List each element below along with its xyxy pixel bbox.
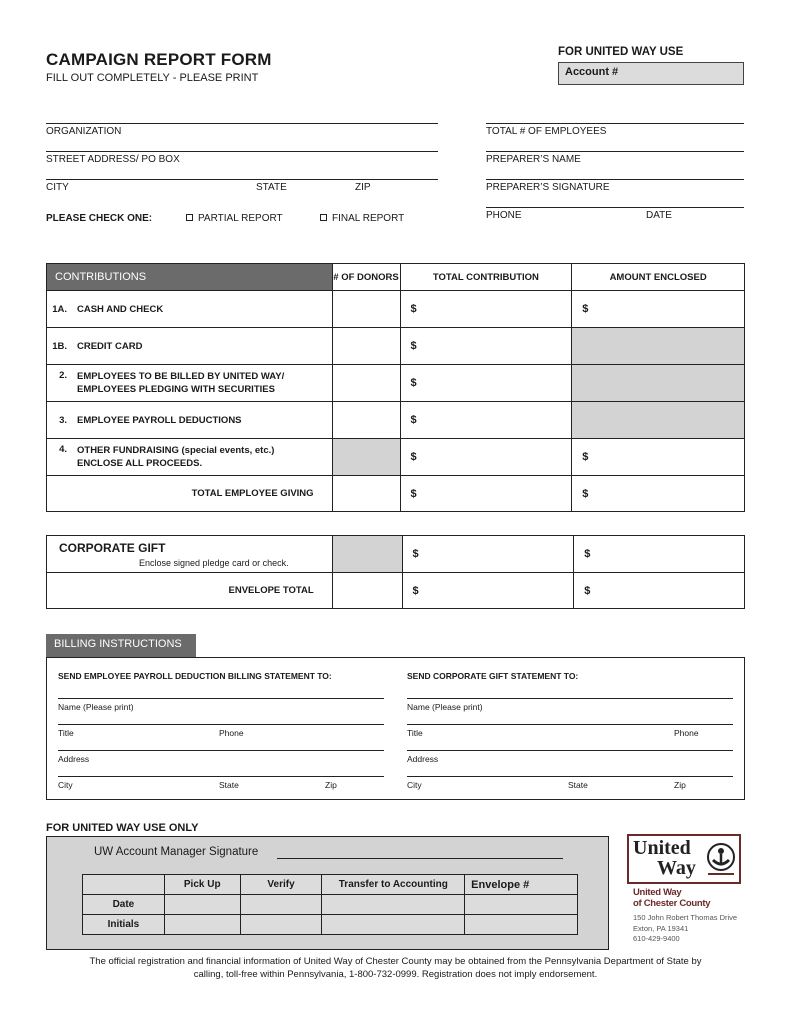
pick-up-date-cell[interactable] <box>164 895 240 915</box>
row-label: CASH AND CHECK <box>77 303 164 315</box>
logo-word-way: Way <box>657 857 696 879</box>
city-field[interactable]: CITY <box>46 182 69 193</box>
final-report-label: FINAL REPORT <box>332 213 405 224</box>
total-employee-giving-label: TOTAL EMPLOYEE GIVING <box>47 476 333 512</box>
logo-org-line2: of Chester County <box>633 898 711 909</box>
organization-line <box>46 123 438 124</box>
table-row <box>47 476 745 512</box>
form-title: CAMPAIGN REPORT FORM <box>46 50 272 69</box>
uw-only-heading: FOR UNITED WAY USE ONLY <box>46 822 199 834</box>
row-label: EMPLOYEE PAYROLL DEDUCTIONS <box>77 414 242 426</box>
street-line <box>46 151 438 152</box>
total-cell[interactable]: $ <box>400 291 572 328</box>
donors-cell-shaded <box>332 536 402 573</box>
enclosed-cell[interactable]: $ <box>572 439 745 476</box>
enclosed-cell-shaded <box>572 328 745 365</box>
helping-hand-icon <box>705 842 737 878</box>
envelope-total-label: ENVELOPE TOTAL <box>47 573 333 609</box>
table-row <box>47 536 745 573</box>
checkbox-icon <box>320 214 327 221</box>
corporate-state-field[interactable]: State <box>568 780 588 790</box>
col-transfer: Transfer to Accounting <box>322 875 465 895</box>
billing-phone-field[interactable]: Phone <box>219 728 244 738</box>
final-report-checkbox[interactable] <box>320 213 404 224</box>
enclosed-cell[interactable]: $ <box>574 536 745 573</box>
corporate-gift-table <box>46 535 745 609</box>
corporate-gift-note: Enclose signed pledge card or check. <box>139 557 289 568</box>
check-one-label: PLEASE CHECK ONE: <box>46 213 153 224</box>
united-way-logo <box>627 834 741 884</box>
state-field[interactable]: STATE <box>256 182 287 193</box>
billing-city-field[interactable]: City <box>58 780 73 790</box>
corporate-title-field[interactable]: Title <box>407 728 423 738</box>
employees-line <box>486 123 744 124</box>
row-date-label: Date <box>83 895 165 915</box>
corporate-zip-field[interactable]: Zip <box>674 780 686 790</box>
enclosed-cell-shaded <box>572 365 745 402</box>
enclosed-cell[interactable]: $ <box>572 291 745 328</box>
account-number-label: Account # <box>565 66 619 78</box>
billing-left-heading: SEND EMPLOYEE PAYROLL DEDUCTION BILLING STATEMENT TO: <box>58 671 332 681</box>
total-employees-field[interactable]: TOTAL # OF EMPLOYEES <box>486 126 607 137</box>
col-donors: # OF DONORS <box>332 264 400 291</box>
contributions-table <box>46 263 745 512</box>
footer-disclaimer <box>40 955 751 981</box>
uw-signature-label: UW Account Manager Signature <box>94 846 259 858</box>
table-header-row <box>83 875 578 895</box>
table-header-row <box>47 264 745 291</box>
total-cell[interactable]: $ <box>402 573 574 609</box>
logo-org-name <box>633 887 710 909</box>
row-number: 1B. <box>52 340 67 352</box>
row-number: 4. <box>59 444 67 455</box>
donors-cell[interactable] <box>332 365 400 402</box>
organization-field[interactable]: ORGANIZATION <box>46 126 122 137</box>
form-subtitle: FILL OUT COMPLETELY - PLEASE PRINT <box>46 72 259 84</box>
row-number: 3. <box>59 414 67 426</box>
account-number-field[interactable] <box>558 62 744 85</box>
table-row <box>47 291 745 328</box>
corporate-city-field[interactable]: City <box>407 780 422 790</box>
table-row <box>47 402 745 439</box>
table-row <box>47 573 745 609</box>
checkbox-icon <box>186 214 193 221</box>
row-label-2: ENCLOSE ALL PROCEEDS. <box>77 458 203 469</box>
logo-org-line1: United Way <box>633 887 682 898</box>
enclosed-cell-shaded <box>572 402 745 439</box>
uw-tracking-table <box>82 874 578 935</box>
zip-field[interactable]: ZIP <box>355 182 371 193</box>
col-envelope: Envelope # <box>465 875 578 895</box>
row-label-2: EMPLOYEES PLEDGING WITH SECURITIES <box>77 384 275 395</box>
billing-instructions-tab: BILLING INSTRUCTIONS <box>46 634 196 658</box>
phone-field[interactable]: PHONE <box>486 210 522 221</box>
footer-line1: The official registration and financial information of United Way of Chester County may be obtained from the Pennsylvania Department of State by <box>89 956 702 967</box>
billing-state-field[interactable]: State <box>219 780 239 790</box>
corporate-name-field[interactable]: Name (Please print) <box>407 702 483 712</box>
row-initials-label: Initials <box>83 915 165 935</box>
contributions-heading: CONTRIBUTIONS <box>47 264 333 291</box>
preparer-name-line <box>486 151 744 152</box>
logo-phone: 610-429-9400 <box>633 934 680 943</box>
row-label: EMPLOYEES TO BE BILLED BY UNITED WAY/ <box>77 371 285 382</box>
corporate-address-field[interactable]: Address <box>407 754 439 764</box>
logo-address-line1: 150 John Robert Thomas Drive <box>633 913 738 922</box>
street-field[interactable]: STREET ADDRESS/ PO BOX <box>46 154 180 165</box>
uw-signature-line[interactable] <box>277 858 563 859</box>
billing-right-heading: SEND CORPORATE GIFT STATEMENT TO: <box>407 671 579 681</box>
transfer-date-cell[interactable] <box>322 895 465 915</box>
donors-cell[interactable] <box>332 291 400 328</box>
col-pick-up: Pick Up <box>164 875 240 895</box>
logo-address-line2: Exton, PA 19341 <box>633 923 689 933</box>
total-cell[interactable]: $ <box>400 402 572 439</box>
for-uw-use-label: FOR UNITED WAY USE <box>558 46 684 58</box>
preparer-name-field[interactable]: PREPARER’S NAME <box>486 154 581 165</box>
billing-zip-field[interactable]: Zip <box>325 780 337 790</box>
city-line <box>46 179 438 180</box>
corporate-phone-field[interactable]: Phone <box>674 728 699 738</box>
col-verify: Verify <box>240 875 322 895</box>
donors-cell[interactable] <box>332 328 400 365</box>
envelope-date-cell[interactable] <box>465 895 578 915</box>
verify-date-cell[interactable] <box>240 895 322 915</box>
total-cell[interactable]: $ <box>400 476 572 512</box>
verify-initials-cell[interactable] <box>240 915 322 935</box>
row-number: 2. <box>59 370 67 381</box>
pick-up-initials-cell[interactable] <box>164 915 240 935</box>
donors-cell[interactable] <box>332 402 400 439</box>
col-total-contribution: TOTAL CONTRIBUTION <box>400 264 572 291</box>
preparer-signature-field[interactable]: PREPARER’S SIGNATURE <box>486 182 610 193</box>
date-field[interactable]: DATE <box>646 210 672 221</box>
billing-title-field[interactable]: Title <box>58 728 74 738</box>
table-row <box>47 439 745 476</box>
row-number: 1A. <box>52 303 67 315</box>
billing-name-field[interactable]: Name (Please print) <box>58 702 134 712</box>
total-cell[interactable]: $ <box>400 365 572 402</box>
total-cell[interactable]: $ <box>402 536 574 573</box>
row-label: CREDIT CARD <box>77 340 143 352</box>
envelope-initials-cell[interactable] <box>465 915 578 935</box>
partial-report-checkbox[interactable] <box>186 213 283 224</box>
table-row <box>83 915 578 935</box>
logo-address <box>633 913 737 945</box>
total-cell[interactable]: $ <box>400 439 572 476</box>
donors-cell-shaded <box>332 439 400 476</box>
total-cell[interactable]: $ <box>400 328 572 365</box>
logo-word-united: United <box>633 837 691 859</box>
partial-report-label: PARTIAL REPORT <box>198 213 283 224</box>
phone-line <box>486 207 744 208</box>
row-label: OTHER FUNDRAISING (special events, etc.) <box>77 445 275 456</box>
enclosed-cell[interactable]: $ <box>572 476 745 512</box>
billing-address-field[interactable]: Address <box>58 754 90 764</box>
enclosed-cell[interactable]: $ <box>574 573 745 609</box>
table-row <box>47 365 745 402</box>
table-row <box>83 895 578 915</box>
table-row <box>47 328 745 365</box>
corporate-gift-heading: CORPORATE GIFT <box>59 540 166 555</box>
footer-line2: calling, toll-free within Pennsylvania, 1-800-732-0999. Registration does not imply endorsement. <box>193 969 598 980</box>
transfer-initials-cell[interactable] <box>322 915 465 935</box>
preparer-sig-line <box>486 179 744 180</box>
col-amount-enclosed: AMOUNT ENCLOSED <box>572 264 745 291</box>
